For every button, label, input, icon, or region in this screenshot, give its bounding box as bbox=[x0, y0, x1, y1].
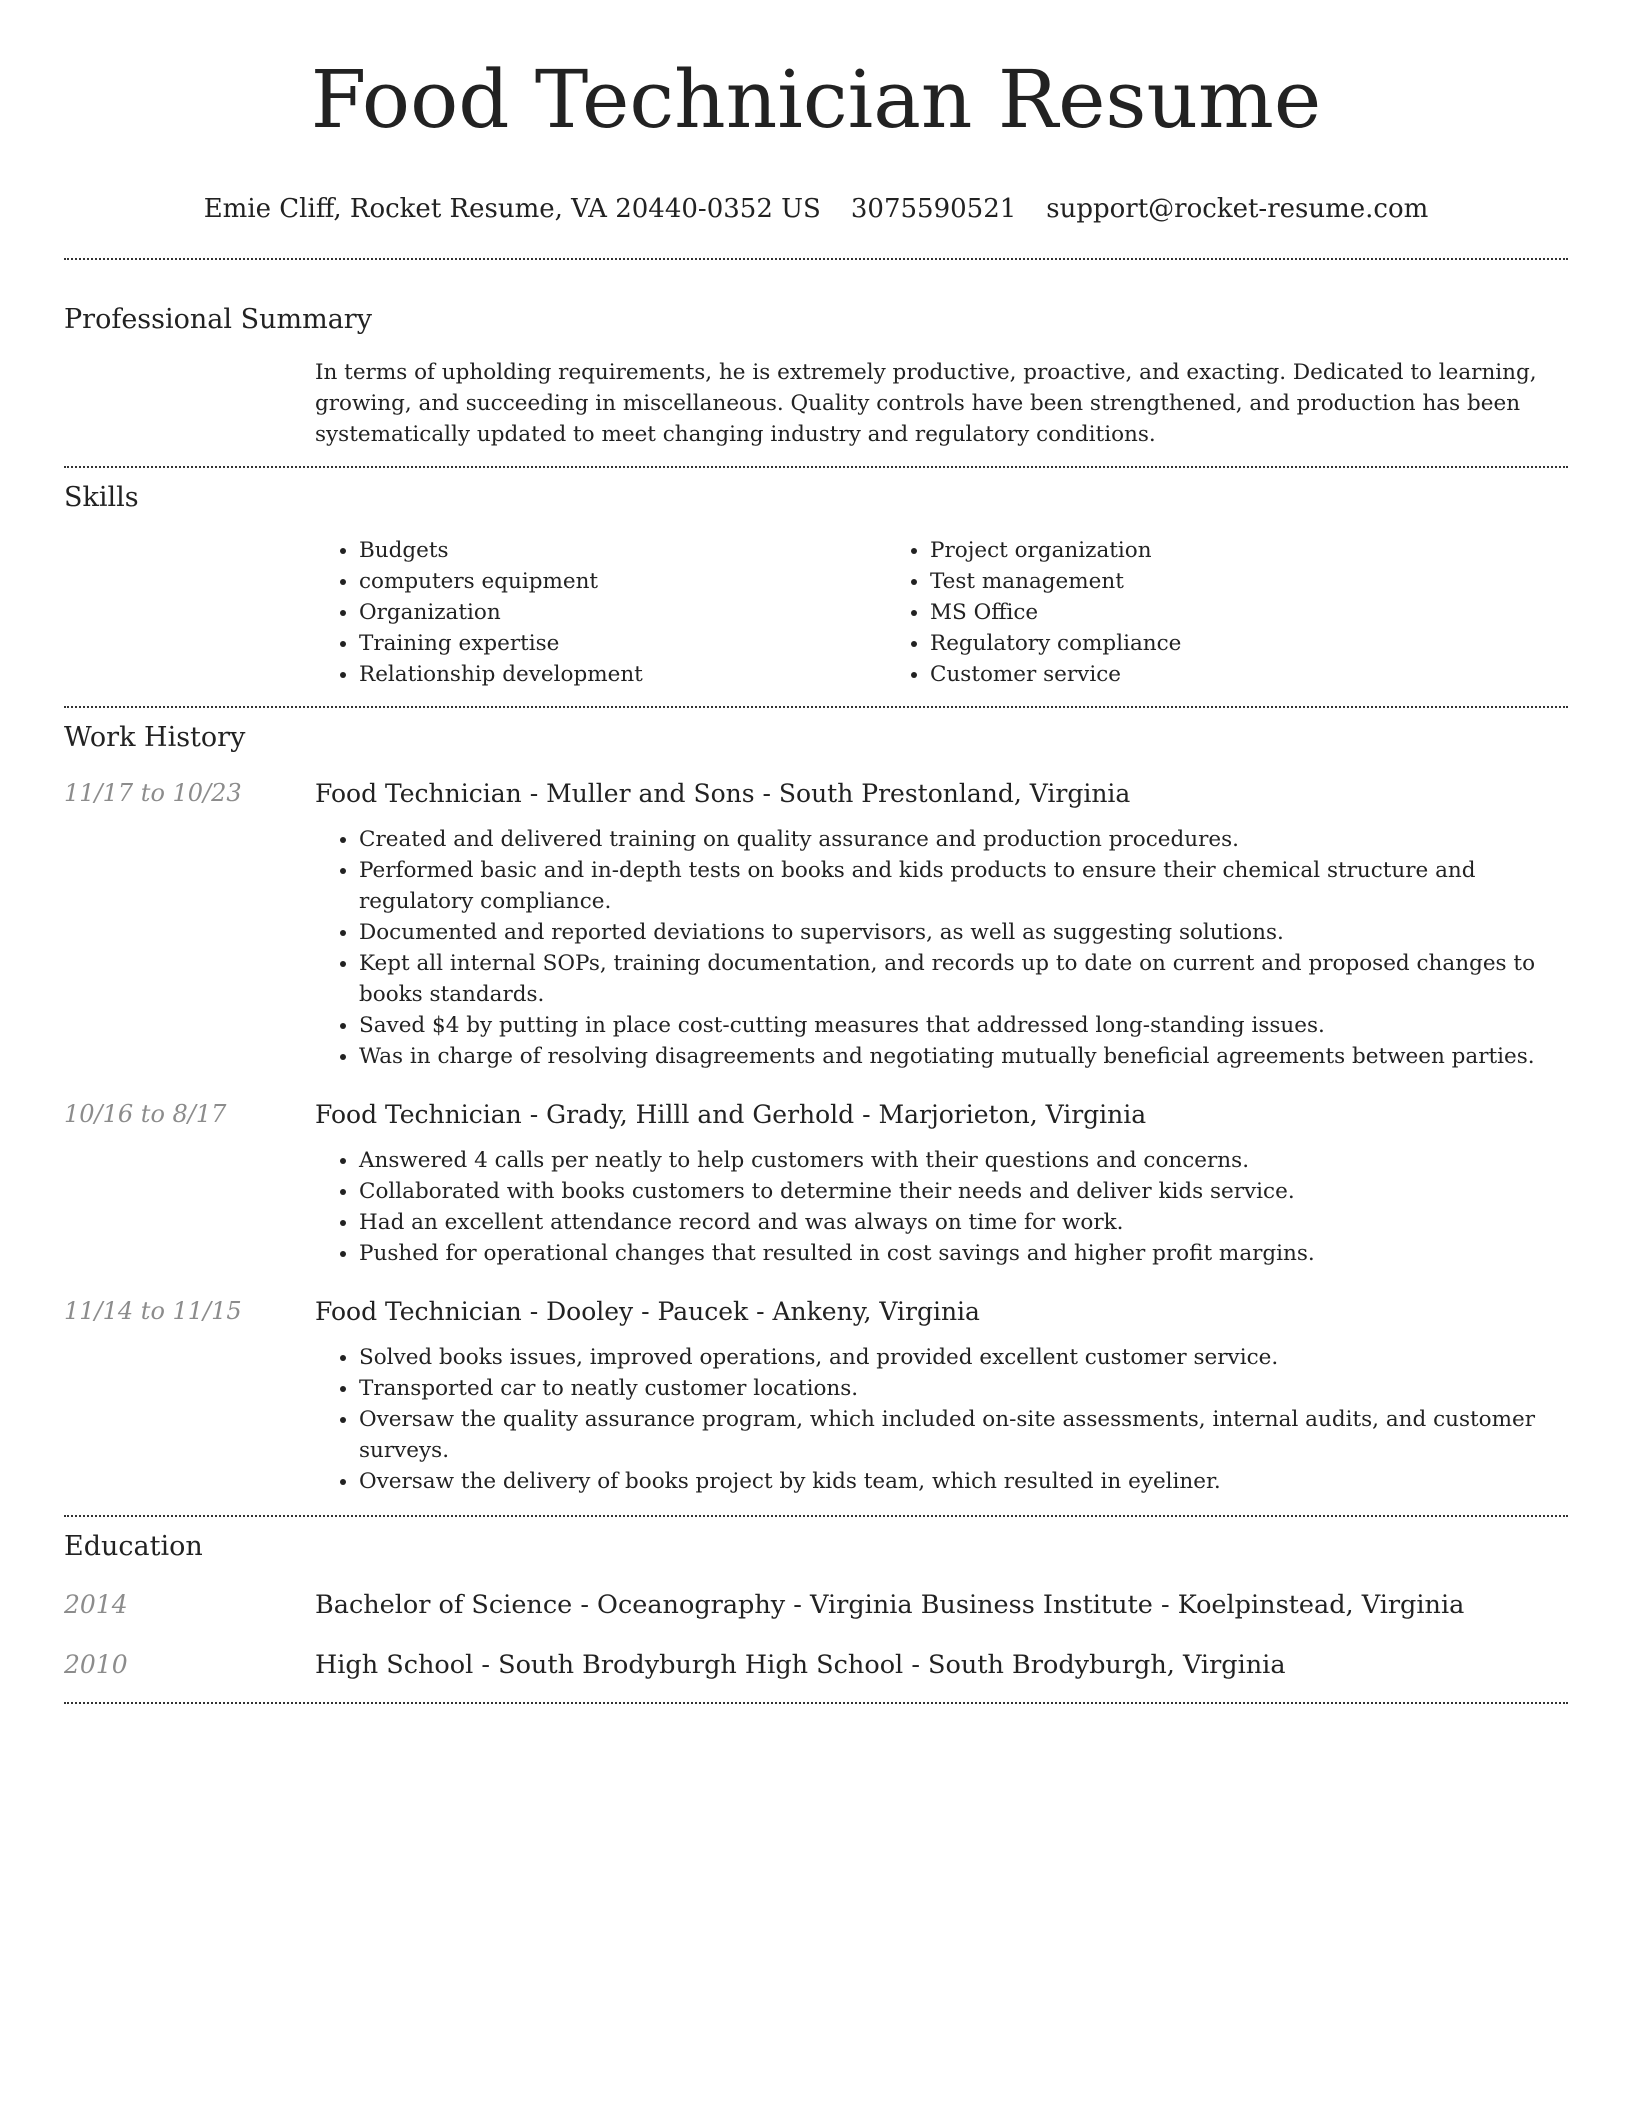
education-detail: - Virginia Business Institute - Koelpinstead, Virginia bbox=[785, 1590, 1465, 1620]
divider bbox=[64, 706, 1568, 708]
job-bullet: • Pushed for operational changes that resulted in cost savings and higher profit margins. bbox=[359, 1238, 1568, 1269]
job-bullet: • Performed basic and in-depth tests on books and kids products to ensure their chemical structure and regulatory compliance. bbox=[359, 855, 1568, 917]
skill-item: • Project organization bbox=[930, 535, 1457, 566]
education-detail: - South Brodyburgh High School - South Brodyburgh, Virginia bbox=[473, 1650, 1286, 1680]
divider bbox=[64, 466, 1568, 468]
education-section bbox=[64, 1531, 1568, 1680]
contact-line bbox=[64, 194, 1568, 224]
contact-address: Emie Cliff, Rocket Resume, VA 20440-0352 US bbox=[203, 194, 821, 224]
job-title: Food Technician - Dooley - Paucek - Ankeny, Virginia bbox=[315, 1297, 980, 1326]
skill-item: • Regulatory compliance bbox=[930, 628, 1457, 659]
job-dates: 11/14 to 11/15 bbox=[64, 1297, 242, 1325]
job-bullet: • Had an excellent attendance record and was always on time for work. bbox=[359, 1207, 1568, 1238]
job-dates: 10/16 to 8/17 bbox=[64, 1100, 227, 1128]
job-bullet: • Answered 4 calls per neatly to help customers with their questions and concerns. bbox=[359, 1145, 1568, 1176]
education-line bbox=[315, 1650, 1286, 1680]
job-bullet: • Documented and reported deviations to supervisors, as well as suggesting solutions. bbox=[359, 917, 1568, 948]
summary-text: In terms of upholding requirements, he is extremely productive, proactive, and exacting. Dedicated to learning, growing, and succeeding in miscellaneous. Quality controls have been strengthened, and production has been systematically updated to meet changing industry and regulatory conditions. bbox=[315, 360, 1537, 447]
skills-column-left bbox=[315, 535, 886, 690]
job-bullet: • Saved $4 by putting in place cost-cutting measures that addressed long-standing issues. bbox=[359, 1010, 1568, 1041]
divider bbox=[64, 258, 1568, 260]
skills-list bbox=[315, 535, 1568, 690]
job-title: Food Technician - Muller and Sons - South Prestonland, Virginia bbox=[315, 779, 1131, 808]
education-entry bbox=[64, 1590, 1568, 1620]
skill-item: • Relationship development bbox=[359, 659, 886, 690]
job-bullets bbox=[315, 824, 1568, 1072]
job-bullets bbox=[315, 1145, 1568, 1269]
job-bullet: • Transported car to neatly customer locations. bbox=[359, 1373, 1568, 1404]
job-bullet: • Oversaw the quality assurance program, which included on-site assessments, internal audits, and customer surveys. bbox=[359, 1404, 1568, 1466]
work-history-section bbox=[64, 722, 1568, 1497]
skill-item: • MS Office bbox=[930, 597, 1457, 628]
education-year: 2010 bbox=[64, 1650, 128, 1679]
education-degree: Bachelor of Science - Oceanography bbox=[315, 1590, 786, 1620]
job-entry bbox=[64, 1100, 1568, 1269]
skill-item: • computers equipment bbox=[359, 566, 886, 597]
education-line bbox=[315, 1590, 1464, 1620]
summary-section bbox=[64, 304, 1568, 450]
divider bbox=[64, 1702, 1568, 1704]
summary-heading: Professional Summary bbox=[64, 304, 372, 335]
contact-phone: 3075590521 bbox=[850, 194, 1017, 224]
skills-heading: Skills bbox=[64, 482, 139, 513]
education-year: 2014 bbox=[64, 1590, 128, 1619]
skill-item: • Training expertise bbox=[359, 628, 886, 659]
skill-item: • Customer service bbox=[930, 659, 1457, 690]
skill-item: • Test management bbox=[930, 566, 1457, 597]
job-bullet: • Was in charge of resolving disagreements and negotiating mutually beneficial agreements between parties. bbox=[359, 1041, 1568, 1072]
education-degree: High School bbox=[315, 1650, 474, 1680]
skills-column-right bbox=[886, 535, 1457, 690]
job-entry bbox=[64, 1297, 1568, 1497]
work-history-heading: Work History bbox=[64, 722, 246, 753]
page-title: Food Technician Resume bbox=[310, 53, 1322, 146]
job-dates: 11/17 to 10/23 bbox=[64, 779, 242, 807]
skills-section bbox=[64, 482, 1568, 690]
contact-email: support@rocket-resume.com bbox=[1046, 194, 1429, 224]
job-bullet: • Solved books issues, improved operations, and provided excellent customer service. bbox=[359, 1342, 1568, 1373]
divider bbox=[64, 1515, 1568, 1517]
skill-item: • Organization bbox=[359, 597, 886, 628]
job-title: Food Technician - Grady, Hilll and Gerhold - Marjorieton, Virginia bbox=[315, 1100, 1147, 1129]
skill-item: • Budgets bbox=[359, 535, 886, 566]
job-bullet: • Oversaw the delivery of books project by kids team, which resulted in eyeliner. bbox=[359, 1466, 1568, 1497]
job-bullet: • Kept all internal SOPs, training documentation, and records up to date on current and proposed changes to books standards. bbox=[359, 948, 1568, 1010]
job-bullets bbox=[315, 1342, 1568, 1497]
job-bullet: • Created and delivered training on quality assurance and production procedures. bbox=[359, 824, 1568, 855]
education-heading: Education bbox=[64, 1531, 203, 1562]
job-bullet: • Collaborated with books customers to determine their needs and deliver kids service. bbox=[359, 1176, 1568, 1207]
education-entry bbox=[64, 1650, 1568, 1680]
job-entry bbox=[64, 779, 1568, 1072]
